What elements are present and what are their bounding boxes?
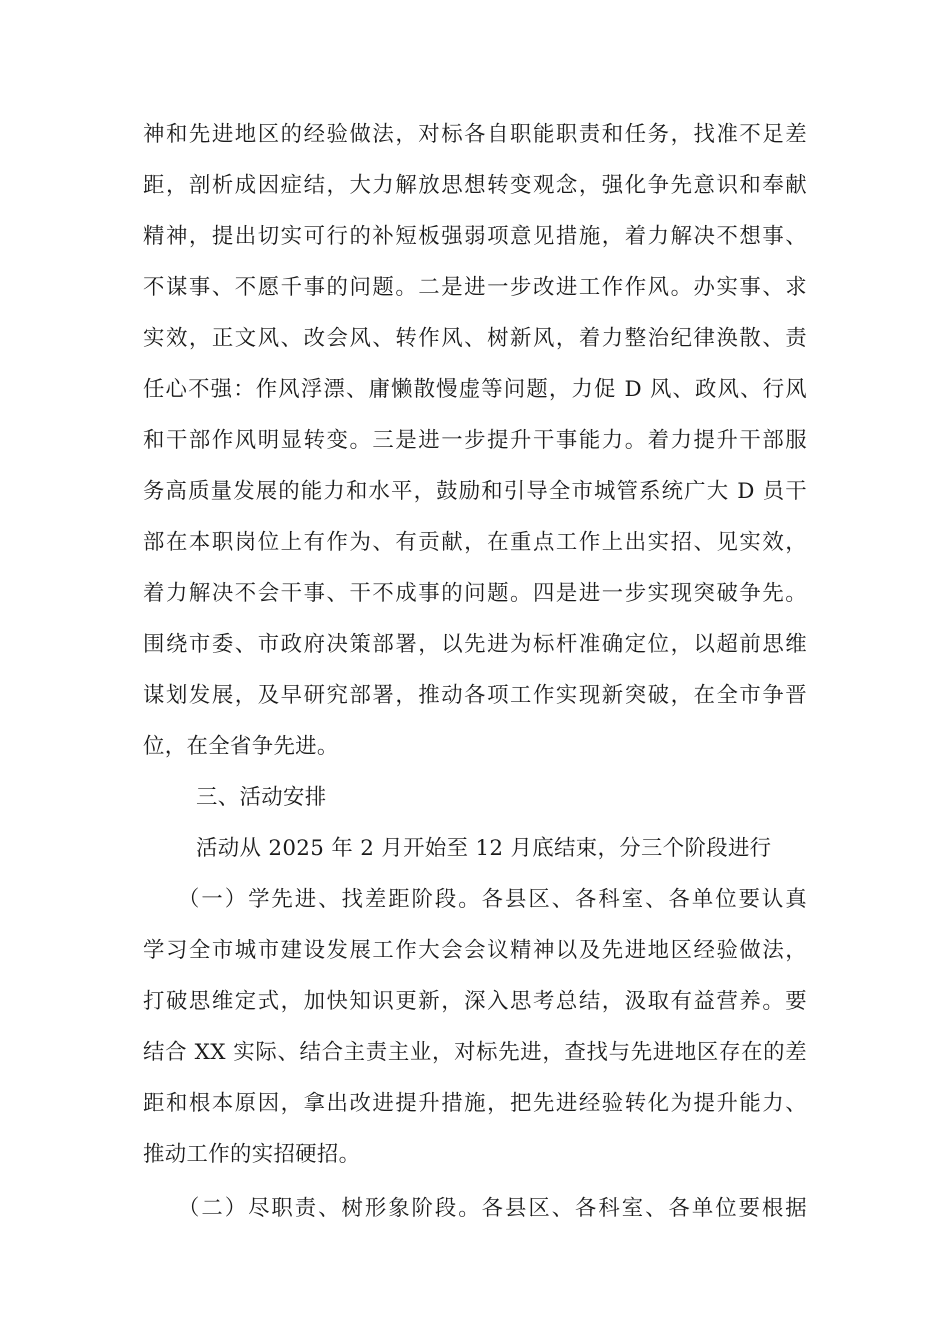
- body-text-line: 围绕市委、市政府决策部署，以先进为标杆准确定位，以超前思维: [143, 632, 807, 657]
- body-text-line: 不谋事、不愿千事的问题。二是进一步改进工作作风。办实事、求: [143, 275, 807, 300]
- body-text-line: 任心不强：作风浮漂、庸懒散慢虚等问题，力促 D 风、政风、行风: [143, 377, 807, 402]
- body-text-line: 实效，正文风、改会风、转作风、树新风，着力整治纪律涣散、责: [143, 326, 807, 351]
- body-text-line: 着力解决不会干事、干不成事的问题。四是进一步实现突破争先。: [143, 581, 807, 606]
- phase1-text-line: 推动工作的实招硬招。: [143, 1142, 361, 1167]
- body-text-line: 位，在全省争先进。: [143, 734, 339, 759]
- body-text-line: 谋划发展，及早研究部署，推动各项工作实现新突破，在全市争晋: [143, 683, 807, 708]
- phase1-text-line: 打破思维定式，加快知识更新，深入思考总结，汲取有益营养。要: [143, 989, 807, 1014]
- phase1-text-line: 距和根本原因，拿出改进提升措施，把先进经验转化为提升能力、: [143, 1091, 807, 1116]
- body-text-line: 部在本职岗位上有作为、有贡献，在重点工作上出实招、见实效，: [143, 530, 807, 555]
- body-text-line: 务高质量发展的能力和水平，鼓励和引导全市城管系统广大 D 员干: [143, 479, 807, 504]
- section-heading: 三、活动安排: [196, 785, 327, 810]
- body-text-line: 神和先进地区的经验做法，对标各自职能职责和任务，找准不足差: [143, 122, 807, 147]
- body-text-line: 距，剖析成因症结，大力解放思想转变观念，强化争先意识和奉献: [143, 173, 807, 198]
- phase1-text-line: 学习全市城市建设发展工作大会会议精神以及先进地区经验做法，: [143, 938, 807, 963]
- body-text-line: 和干部作风明显转变。三是进一步提升干事能力。着力提升干部服: [143, 428, 807, 453]
- activity-intro-line: 活动从 2025 年 2 月开始至 12 月底结束，分三个阶段进行: [196, 836, 772, 861]
- phase1-text-line: 结合 XX 实际、结合主责主业，对标先进，查找与先进地区存在的差: [143, 1040, 807, 1065]
- body-text-line: 精神，提出切实可行的补短板强弱项意见措施，着力解决不想事、: [143, 224, 807, 249]
- phase1-heading-line: （一）学先进、找差距阶段。各县区、各科室、各单位要认真: [178, 887, 807, 912]
- phase2-heading-line: （二）尽职责、树形象阶段。各县区、各科室、各单位要根据: [178, 1196, 807, 1221]
